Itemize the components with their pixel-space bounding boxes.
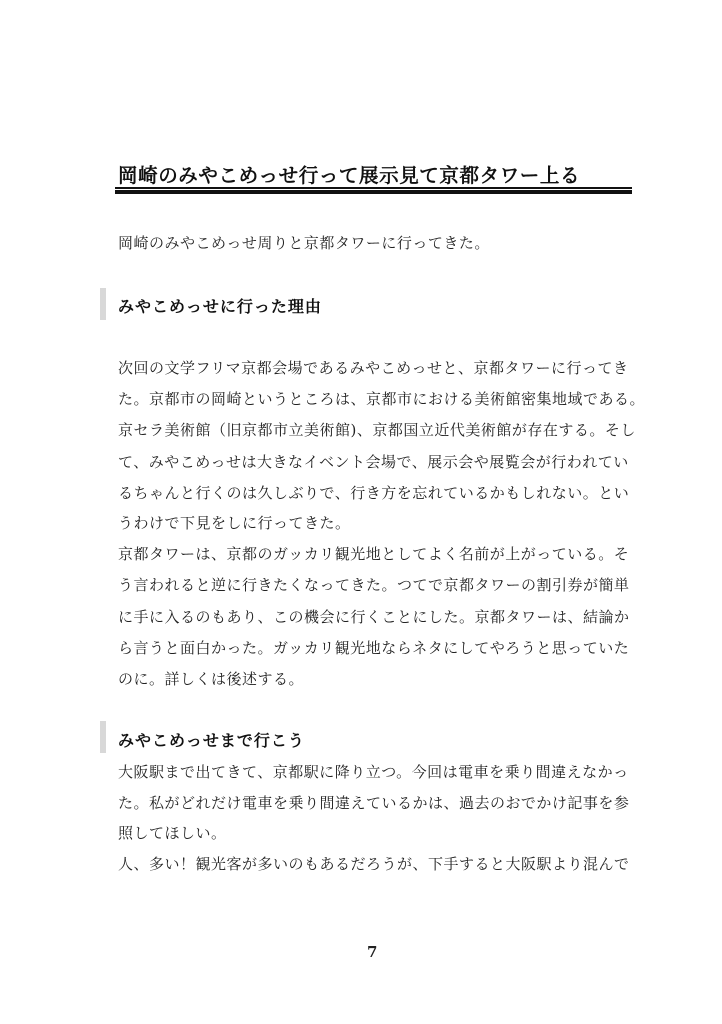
body-line: 大阪駅まで出てきて、京都駅に降り立つ。今回は電車を乗り間違えなかっ (118, 763, 629, 781)
section-heading-bar (100, 288, 106, 320)
body-line: に手に入るのもあり、この機会に行くことにした。京都タワーは、結論か (118, 608, 630, 626)
page-number: 7 (367, 943, 378, 961)
section-heading-bar (100, 721, 106, 753)
body-line: 次回の文学フリマ京都会場であるみやこめっせと、京都タワーに行ってき (118, 359, 629, 377)
body-line: のに。詳しくは後述する。 (118, 670, 305, 688)
body-line: 人、多い！観光客が多いのもあるだろうが、下手すると大阪駅より混んで (118, 855, 630, 873)
section-heading: みやこめっせまで行こう (118, 731, 305, 750)
body-line: 照してほしい。 (118, 824, 227, 842)
intro-text: 岡崎のみやこめっせ周りと京都タワーに行ってきた。 (118, 234, 490, 252)
body-line: るちゃんと行くのは久しぶりで、行き方を忘れているかもしれない。とい (118, 484, 630, 502)
body-line: う言われると逆に行きたくなってきた。つてで京都タワーの割引券が簡単 (118, 576, 630, 594)
title-rule-thin (115, 187, 632, 189)
section-heading: みやこめっせに行った理由 (118, 297, 322, 316)
body-line: た。私がどれだけ電車を乗り間違えているかは、過去のおでかけ記事を参 (118, 794, 630, 812)
body-line: ら言うと面白かった。ガッカリ観光地ならネタにしてやろうと思っていた (118, 639, 630, 657)
page-title: 岡崎のみやこめっせ行って展示見て京都タワー上る (118, 164, 581, 187)
body-line: て、みやこめっせは大きなイベント会場で、展示会や展覧会が行われてい (118, 453, 629, 471)
body-line: 京セラ美術館（旧京都市立美術館)、京都国立近代美術館が存在する。そし (118, 421, 636, 439)
body-line: た。京都市の岡崎というところは、京都市における美術館密集地域である。 (118, 390, 646, 408)
body-line: 京都タワーは、京都のガッカリ観光地としてよく名前が上がっている。そ (118, 545, 630, 563)
title-rule-thick (115, 190, 632, 194)
body-line: うわけで下見をしに行ってきた。 (118, 514, 351, 532)
